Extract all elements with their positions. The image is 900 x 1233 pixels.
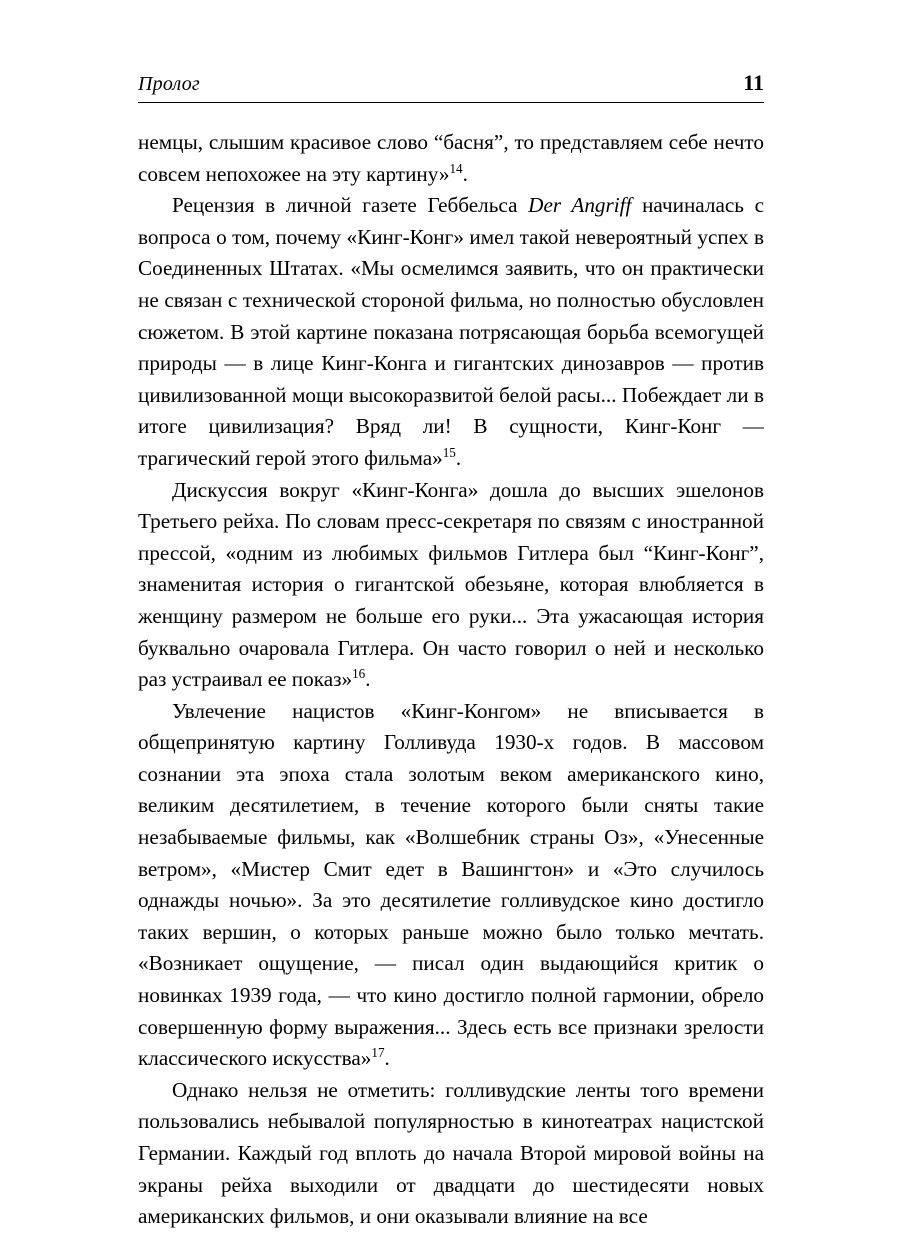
- paragraph: [138, 1075, 764, 1233]
- text-run: немцы, слышим красивое слово “басня”, то представляем себе нечто совсем непохожее на эту картину»: [138, 130, 764, 186]
- footnote-reference: 17: [371, 1045, 385, 1061]
- chapter-title: Пролог: [138, 73, 200, 95]
- text-run: начиналась с вопроса о том, почему «Кинг-Конг» имел такой невероятный успех в Соединенных Штатах. «Мы осмелимся заявить, что он практически не связан с технической стороной фильма, но полностью обусловлен сюжетом. В этой картине показана потрясающая борьба всемогущей природы — в лице Кинг-Конга и гигантских динозавров — против цивилизованной мощи высокоразвитой белой расы... Побеждает ли в итоге цивилизация? Вряд ли! В сущности, Кинг-Конг — трагический герой этого фильма»: [138, 193, 765, 470]
- text-run: .: [455, 445, 462, 470]
- paragraph: [138, 475, 764, 696]
- text-run: Дискуссия вокруг «Кинг-Конга» дошла до высших эшелонов Третьего рейха. По словам пресс-секретаря по связям с иностранной прессой, «одним из любимых фильмов Гитлера был “Кинг-Конг”, знаменитая история о гигантской обезьяне, которая влюбляется в женщину размером не больше его руки... Эта ужасающая история буквально очаровала Гитлера. Он часто говорил о ней и несколько раз устраивал ее показ»: [138, 477, 764, 692]
- paragraph: [138, 190, 764, 474]
- text-run: .: [365, 667, 371, 692]
- footnote-reference: 14: [449, 160, 463, 176]
- footnote-reference: 16: [352, 666, 366, 682]
- text-run: .: [384, 1046, 390, 1071]
- running-head: [138, 70, 764, 103]
- footnote-reference: 15: [442, 444, 456, 460]
- page-content: [138, 70, 764, 1233]
- paragraph: [138, 696, 764, 1075]
- paragraph: [138, 127, 764, 190]
- text-run: Увлечение нацистов «Кинг-Конгом» не вписывается в общепринятую картину Голливуда 1930-х годов. В массовом сознании эта эпоха стала золотым веком американского кино, великим десятилетием, в течение которого были сняты такие незабываемые фильмы, как «Волшебник страны Оз», «Унесенные ветром», «Мистер Смит едет в Вашингтон» и «Это случилось однажды ночью». За это десятилетие голливудское кино достигло таких вершин, о которых раньше можно было только мечтать. «Возникает ощущение, — писал один выдающийся критик о новинках 1939 года, — что кино достигло полной гармонии, обрело совершенную форму выражения... Здесь есть все признаки зрелости классического искусства»: [138, 698, 764, 1071]
- italic-title: Der Angriff: [528, 193, 632, 218]
- text-run: .: [462, 161, 468, 186]
- page-number: 11: [743, 70, 764, 95]
- text-run: Рецензия в личной газете Геббельса: [172, 193, 529, 218]
- body-text: [138, 127, 764, 1233]
- text-run: Однако нельзя не отметить: голливудские ленты того времени пользовались небывалой популярностью в кинотеатрах нацистской Германии. Каждый год вплоть до начала Второй мировой войны на экраны рейха выходили от двадцати до шестидесяти новых американских фильмов, и они оказывали влияние на все: [138, 1077, 764, 1229]
